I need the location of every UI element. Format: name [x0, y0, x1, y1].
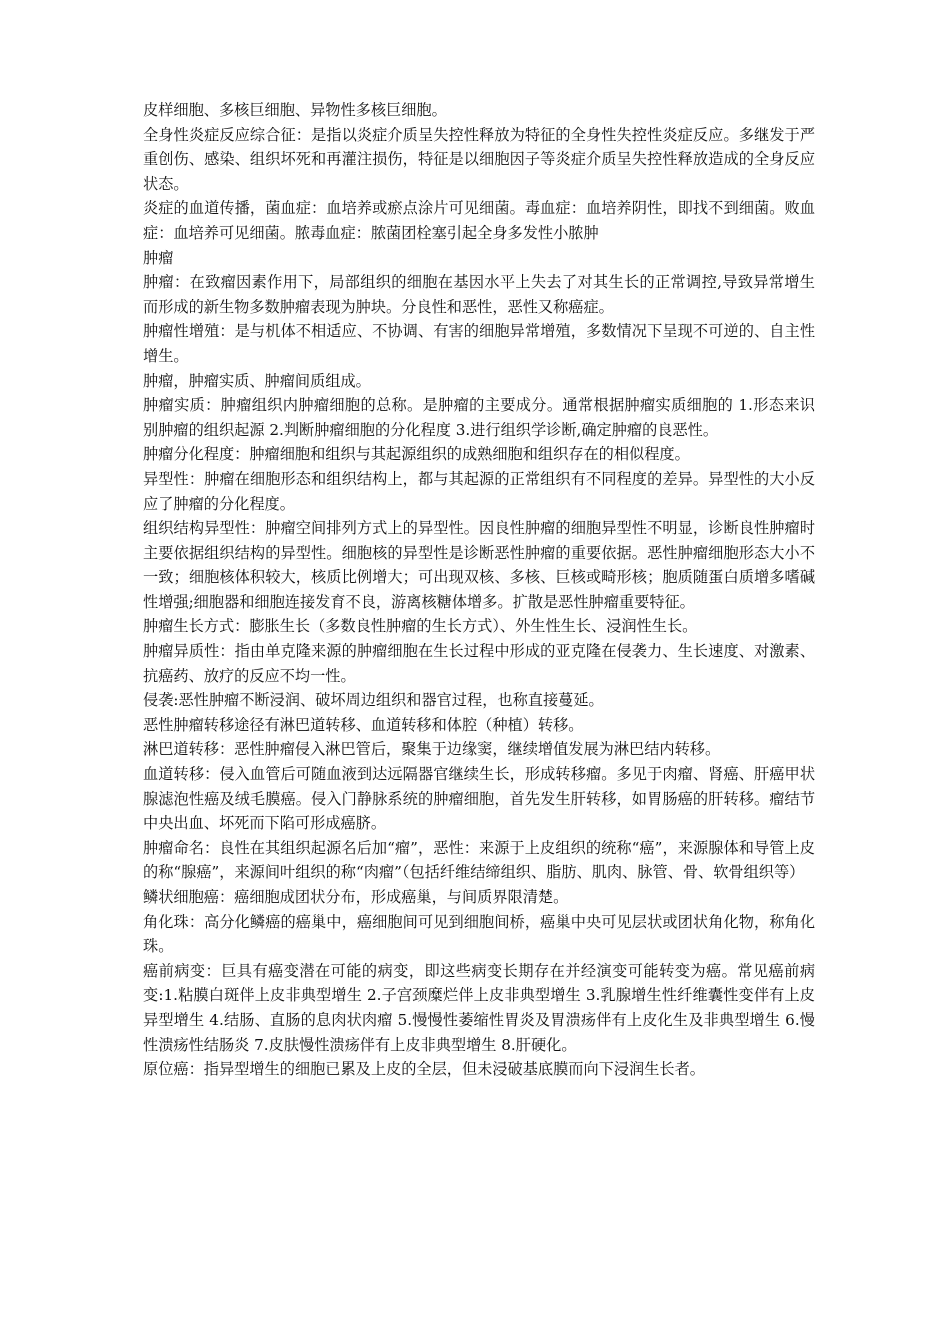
- paragraph-tumor-composition: 肿瘤，肿瘤实质、肿瘤间质组成。: [143, 371, 371, 390]
- paragraph-carcinoma-in-situ: 原位癌：指异型增生的细胞已累及上皮的全层，但未浸破基底膜而向下浸润生长者。: [143, 1060, 705, 1079]
- paragraph-keratin-pearl: 角化珠：高分化鳞癌的癌巢中，癌细胞间可见到细胞间桥，癌巢中央可见层状或团状角化物，称角化珠。: [143, 912, 815, 956]
- paragraph-precancerous-lesions: 癌前病变：巨具有癌变潜在可能的病变，即这些病变长期存在并经演变可能转变为癌。常见癌前病变:1.粘膜白斑伴上皮非典型增生 2.子宫颈糜烂伴上皮非典型增生 3.乳腺增生性纤维囊性变伴有上皮异型增生 4.结肠、直肠的息肉状肉瘤 5.慢慢性萎缩性胃炎及胃溃疡伴有上皮化生及非典型增生 6.慢性溃疡性结肠炎 7.皮肤慢性溃疡伴有上皮非典型增生 8.肝硬化。: [143, 961, 815, 1054]
- paragraph-growth-patterns: 肿瘤生长方式：膨胀生长（多数良性肿瘤的生长方式）、外生性生长、浸润性生长。: [143, 617, 698, 636]
- paragraph-heterogeneity: 肿瘤异质性：指由单克隆来源的肿瘤细胞在生长过程中形成的亚克隆在侵袭力、生长速度、对激素、抗癌药、放疗的反应不均一性。: [143, 642, 815, 685]
- paragraph-hematogenous-metastasis: 血道转移：侵入血管后可随血液到达远隔器官继续生长，形成转移瘤。多见于肉瘤、肾癌、肝癌甲状腺滤泡性癌及绒毛膜癌。侵入门静脉系统的肿瘤细胞，首先发生肝转移，如胃肠癌的肝转移。瘤结节中央出血、坏死而下陷可形成癌脐。: [143, 765, 815, 833]
- paragraph-epithelioid-cells: 皮样细胞、多核巨细胞、异物性多核巨细胞。: [143, 101, 447, 119]
- paragraph-invasion: 侵袭:恶性肿瘤不断浸润、破坏周边组织和器官过程，也称直接蔓延。: [143, 691, 604, 710]
- document-body: [143, 98, 815, 1082]
- paragraph-neoplastic-proliferation: 肿瘤性增殖：是与机体不相适应、不协调、有害的细胞异常增殖，多数情况下呈现不可逆的、自主性增生。: [143, 322, 815, 365]
- paragraph-structural-atypia: 组织结构异型性：肿瘤空间排列方式上的异型性。因良性肿瘤的细胞异型性不明显，诊断良性肿瘤时主要依据组织结构的异型性。细胞核的异型性是诊断恶性肿瘤的重要依据。恶性肿瘤细胞形态大小不一致；细胞核体积较大，核质比例增大；可出现双核、多核、巨核或畸形核；胞质随蛋白质增多嗜碱性增强;细胞器和细胞连接发育不良，游离核糖体增多。扩散是恶性肿瘤重要特征。: [143, 519, 815, 611]
- paragraph-tumor-parenchyma: 肿瘤实质：肿瘤组织内肿瘤细胞的总称。是肿瘤的主要成分。通常根据肿瘤实质细胞的 1.形态来识别肿瘤的组织起源 2.判断肿瘤细胞的分化程度 3.进行组织学诊断,确定肿瘤的良恶性。: [143, 396, 815, 439]
- paragraph-differentiation: 肿瘤分化程度：肿瘤细胞和组织与其起源组织的成熟细胞和组织存在的相似程度。: [143, 445, 690, 464]
- paragraph-lymphatic-metastasis: 淋巴道转移：恶性肿瘤侵入淋巴管后，聚集于边缘窦，继续增值发展为淋巴结内转移。: [143, 740, 721, 759]
- section-heading-tumor: 肿瘤: [143, 248, 174, 267]
- paragraph-tumor-nomenclature: 肿瘤命名：良性在其组织起源名后加“瘤”，恶性：来源于上皮组织的统称“癌”，来源腺体和导管上皮的称“腺癌”，来源间叶组织的称“肉瘤”（包括纤维结缔组织、脂肪、肌肉、脉管、骨、软骨组织等）: [143, 838, 815, 882]
- paragraph-metastasis-routes: 恶性肿瘤转移途径有淋巴道转移、血道转移和体腔（种植）转移。: [143, 715, 584, 734]
- paragraph-atypia: 异型性：肿瘤在细胞形态和组织结构上，都与其起源的正常组织有不同程度的差异。异型性的大小反应了肿瘤的分化程度。: [143, 469, 815, 513]
- paragraph-tumor-definition: 肿瘤：在致瘤因素作用下，局部组织的细胞在基因水平上失去了对其生长的正常调控,导致异常增生而形成的新生物多数肿瘤表现为肿块。分良性和恶性，恶性又称癌症。: [143, 273, 815, 316]
- paragraph-sirs: 全身性炎症反应综合征：是指以炎症介质呈失控性释放为特征的全身性失控性炎症反应。多继发于严重创伤、感染、组织坏死和再灌注损伤，特征是以细胞因子等炎症介质呈失控性释放造成的全身反应状态。: [143, 125, 815, 193]
- paragraph-inflammation-spread: 炎症的血道传播，菌血症：血培养或瘀点涂片可见细菌。毒血症：血培养阴性，即找不到细菌。败血症：血培养可见细菌。脓毒血症：脓菌团栓塞引起全身多发性小脓肿: [143, 199, 815, 242]
- paragraph-squamous-carcinoma: 鳞状细胞癌：癌细胞成团状分布，形成癌巢，与间质界限清楚。: [143, 888, 569, 906]
